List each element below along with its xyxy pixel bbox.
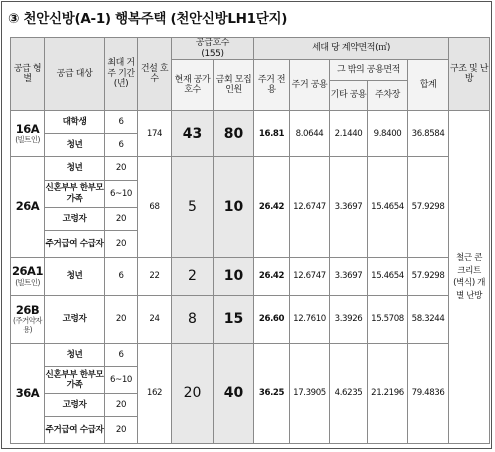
row-period: 20 <box>105 207 138 230</box>
header-recruit: 금회 모집 인원 <box>214 60 254 111</box>
row-parking: 15.5708 <box>368 296 408 343</box>
row-type-cell <box>11 257 45 295</box>
row-built: 174 <box>138 111 172 157</box>
header-max-period: 최대 거주 기간 (년) <box>105 38 138 111</box>
header-supply-total: (155) <box>201 48 224 59</box>
row-type-sub: (주거약자용) <box>13 316 42 335</box>
row-type: 26A <box>15 199 40 214</box>
row-period: 6 <box>105 111 138 134</box>
row-parking: 21.2196 <box>368 343 408 443</box>
row-type-sub: (빌트인) <box>15 135 40 145</box>
row-other: 2.1440 <box>330 111 368 157</box>
row-period: 6 <box>105 134 138 157</box>
row-target: 고령자 <box>45 207 105 230</box>
row-shared: 17.3905 <box>290 343 330 443</box>
row-exclusive: 36.25 <box>254 343 290 443</box>
row-target: 고령자 <box>45 393 105 416</box>
header-supply-label: 공급호수 <box>195 38 230 48</box>
row-period: 20 <box>105 230 138 257</box>
row-other: 3.3926 <box>330 296 368 343</box>
row-target: 청년 <box>45 157 105 180</box>
page-title: ③ 천안신방(A-1) 행복주택 (천안신방LH1단지) <box>8 11 288 27</box>
row-shared: 8.0644 <box>290 111 330 157</box>
header-other-group: 그 밖의 공용면적 <box>330 60 408 81</box>
row-recruit: 10 <box>214 157 254 257</box>
row-exclusive: 26.42 <box>254 257 290 295</box>
row-exclusive: 16.81 <box>254 111 290 157</box>
row-target: 신혼부부 한부모가족 <box>45 180 105 207</box>
row-target: 청년 <box>45 134 105 157</box>
row-type: 36A <box>15 385 40 400</box>
row-shared: 12.6747 <box>290 157 330 257</box>
header-built: 건설 호수 <box>138 38 172 111</box>
row-target: 고령자 <box>45 296 105 343</box>
row-built: 24 <box>138 296 172 343</box>
row-built: 162 <box>138 343 172 443</box>
row-total: 57.9298 <box>408 257 449 295</box>
row-vacant: 2 <box>172 257 214 295</box>
row-other: 3.3697 <box>330 157 368 257</box>
row-exclusive: 26.42 <box>254 157 290 257</box>
header-total: 합계 <box>408 60 449 111</box>
row-period: 6 <box>105 257 138 295</box>
row-type-cell <box>11 296 45 343</box>
header-type: 공급 형별 <box>11 38 45 111</box>
header-structure: 구조 및 난방 <box>449 38 490 111</box>
row-period: 6 <box>105 343 138 366</box>
row-built: 68 <box>138 157 172 257</box>
row-total: 79.4836 <box>408 343 449 443</box>
header-target: 공급 대상 <box>45 38 105 111</box>
row-period: 6~10 <box>105 180 138 207</box>
row-exclusive: 26.60 <box>254 296 290 343</box>
row-type-sub: (빌트인) <box>15 277 40 287</box>
header-supply-group <box>172 38 254 60</box>
row-other: 3.3697 <box>330 257 368 295</box>
row-parking: 15.4654 <box>368 157 408 257</box>
row-recruit: 15 <box>214 296 254 343</box>
header-parking: 주차장 <box>368 81 408 111</box>
row-period: 6~10 <box>105 366 138 393</box>
row-type-cell <box>11 157 45 257</box>
row-target: 주거급여 수급자 <box>45 230 105 257</box>
row-type-cell <box>11 111 45 157</box>
row-period: 20 <box>105 296 138 343</box>
row-recruit: 80 <box>214 111 254 157</box>
row-total: 57.9298 <box>408 157 449 257</box>
row-type: 16A <box>15 121 40 136</box>
header-exclusive: 주거 전용 <box>254 60 290 111</box>
row-target: 주거급여 수급자 <box>45 416 105 443</box>
row-vacant: 8 <box>172 296 214 343</box>
supply-table <box>10 37 490 444</box>
row-type: 26A1 <box>12 264 43 279</box>
row-total: 58.3244 <box>408 296 449 343</box>
row-recruit: 40 <box>214 343 254 443</box>
row-shared: 12.7610 <box>290 296 330 343</box>
row-other: 4.6235 <box>330 343 368 443</box>
row-recruit: 10 <box>214 257 254 295</box>
header-shared: 주거 공용 <box>290 60 330 111</box>
row-period: 20 <box>105 157 138 180</box>
row-vacant: 43 <box>172 111 214 157</box>
row-target: 대학생 <box>45 111 105 134</box>
row-period: 20 <box>105 416 138 443</box>
row-parking: 15.4654 <box>368 257 408 295</box>
header-area-group: 세대 당 계약면적(㎡) <box>254 38 449 60</box>
row-period: 20 <box>105 393 138 416</box>
header-current-vacant: 현재 공가 호수 <box>172 60 214 111</box>
row-type: 26B <box>15 302 40 317</box>
row-target: 청년 <box>45 257 105 295</box>
row-shared: 12.6747 <box>290 257 330 295</box>
row-type-cell <box>11 343 45 443</box>
row-total: 36.8584 <box>408 111 449 157</box>
row-built: 22 <box>138 257 172 295</box>
header-other: 기타 공용 <box>330 81 368 111</box>
row-target: 청년 <box>45 343 105 366</box>
row-parking: 9.8400 <box>368 111 408 157</box>
structure-cell: 철근 콘크리트 (벽식) 개별 난방 <box>449 111 490 444</box>
row-vacant: 20 <box>172 343 214 443</box>
row-vacant: 5 <box>172 157 214 257</box>
row-target: 신혼부부 한부모가족 <box>45 366 105 393</box>
